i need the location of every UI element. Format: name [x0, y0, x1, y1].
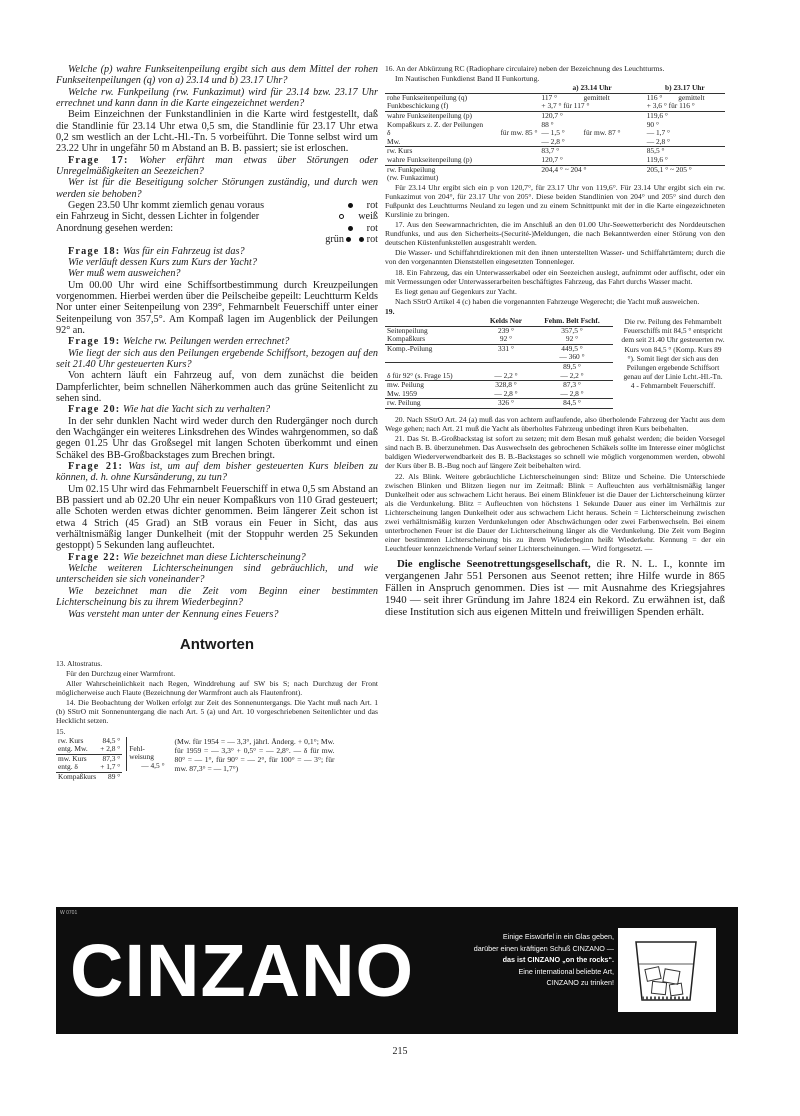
table-cell: Fehm. Belt Fschf. [544, 316, 600, 326]
table-cell [385, 165, 539, 183]
answer-15-number: 15. [56, 726, 66, 736]
glass-with-ice-icon [626, 934, 706, 1006]
answer-22: 22. Als Blink. Weitere gebräuchliche Lichterscheinungen sind: Blitze und Scheine. Die Unterschiede zwischen Blinken und Blitzen liegen nur im Zeitmaß: Blink = Aufleuchten aus verhältnismäßig langer Dunkelheit oder aus schwachem Licht heraus. Bei einem Blinkfeuer ist die Dauer der Lichterscheinung kürzer als die Verdunkelung. Blitz = Aufleuchten von höchstens 1 Sekunde Dauer aus einer im Verhältnis zur Lichterscheinung langen Dunkelheit oder aus schwachem Licht heraus. Schein = Lichterscheinung zwischen zwei verhältnismäßig kurzen Verdunkelungen oder Abschwächungen oder zwei Farbenwechseln. Bei einem unterbrochenen Feuer ist die Dauer der Lichterscheinung länger als die Verdunkelung. Die Zeit vom Beginn einer bestimmten Lichterscheinung bis zu ihrem Wiederbeginn heißt Wiederkehr. Kennung = der ein Leuchtfeuer kennzeichnende Verlauf seiner Lichterscheinungen. — Wird fortgesetzt. — [385, 471, 725, 554]
light-label-low: rot [366, 222, 378, 234]
answer-21: 21. Das St. B.-Großbackstag ist sofort zu setzen; mit dem Besan muß gehalst werden; die beiden Vorsegel sind nach B. B. überzunehmen. Das Auswechseln des gebrochenen Schäkels sollte im Interesse einer möglichst baldigen Wiederverwendbarkeit des B. B.-Backstages so schnell wie möglich vorgenommen werden, obwohl der Kurs über B. B.-Bug noch auf längere Zeit beibehalten wird. [385, 434, 725, 471]
table-row [385, 156, 725, 165]
table-cell: Kompaßkurs [385, 335, 481, 344]
table-cell: Kompaßkurs [58, 771, 97, 781]
table-cell [481, 353, 531, 362]
red-light-icon [359, 237, 364, 242]
table-cell: 328,8 ° [495, 380, 517, 390]
answer-15-note: (Mw. für 1954 = — 3,3°, jährl. Änderg. + 0,1°; Mw. für 1959 = — 3,3° + 0,5° = — 2,8°. — δ für mw. 80° = — 1°, für 90° = — 2°, für 100° = — 3°; für mw. 87,3° = — 1,7°) [174, 736, 335, 773]
frage-22 [56, 552, 378, 563]
lights-figure-row-2 [284, 211, 378, 222]
table-cell: 331 ° [498, 343, 514, 353]
ad-line-1: Einige Eiswürfel in ein Glas geben, [502, 932, 614, 941]
paragraph-5: In der sehr dunklen Nacht wird weder durch den Rudergänger noch durch den Wachgänger ein weiteres Linksdrehen des Windes wahrgenommen, so daß gegen 01.25 Uhr das Großsegel mit langen Schoten überkommt und einen Schäkel des BB-Großbackstages zum Brechen bringt. [56, 415, 378, 461]
paragraph-6: Um 02.15 Uhr wird das Fehmarnbelt Feuerschiff in etwa 0,5 sm Abstand an BB passiert und ab 02.20 Uhr ein neuer Kompaßkurs von 110 Grad gesteuert; alle Schoten werden etwas dichter genommen. Beim längerer Zeit schon ist etwa 4 Strich (45 Grad) an StB voraus ein Feuer in Sicht, das aus verhältnismäßig langer Dunkelheit (mit der Stoppuhr werden 25 Sekunden gestoppt) 5 Sekunden lang aufleuchtet. [56, 483, 378, 552]
table-cell: Mw. [385, 138, 539, 147]
table-cell: 84,5 ° [531, 399, 613, 409]
light-label-green: grün [325, 234, 344, 246]
table-cell: entg. Mw. [56, 745, 98, 754]
frage-20-label: Frage 20: [68, 404, 121, 416]
lights-figure-row-3 [293, 223, 378, 234]
table-cell: + 3,7 ° für 117 ° [539, 102, 644, 111]
table-cell: 119,6 ° [646, 110, 668, 120]
answer-18-c: Nach SStrO Artikel 4 (c) haben die vorgenannten Fahrzeuge Wegerecht; die Yacht muß ausweichen. [395, 296, 700, 306]
table-cell [385, 129, 539, 138]
table-cell: wahre Funkseitenpeilung (p) [387, 110, 472, 120]
table-row [385, 335, 613, 344]
paragraph-1: Beim Einzeichnen der Funkstandlinien in die Karte wird festgestellt, daß die Standlinie für 23.14 Uhr etwa 0,5 sm, die Standlinie für 23.17 Uhr etwa 0,2 sm westlich an der Lcht.-Hl.-Tn. 5 vorbeiführt. Die Tonne selbst wird um 23.22 Uhr in ungefähr 50 m Abstand an B. B. passiert; sie ist erloschen. [56, 109, 378, 155]
answer-18-b: Es liegt genau auf Gegenkurs zur Yacht. [395, 286, 517, 296]
rnli-text: die R. N. L. I., konnte im vergangenen Jahr 551 Personen aus Seenot retten; ihre Hilfe wurde in 865 Fällen in Anspruch genommen. Dies ist — mit Ausnahme des Kriegsjahres 1940 — seit ihrer Gründung im Jahre 1824 ein Rekord. Zu erwähnen ist, daß diese Institution sich aus eigenen Mitteln und freiwilligen Spenden erhält. [385, 558, 725, 618]
table-cell: rw. Peilung [385, 399, 481, 409]
frage-21-text: Was ist, um auf dem bisher gesteuerten Kurs bleiben zu können, d. h. ohne Kursänderung, zu tun? [56, 461, 378, 484]
ad-line-3: das ist CINZANO „on the rocks“. [502, 955, 614, 964]
answer-19-left [385, 307, 617, 409]
question-b: Welche rw. Funkpeilung (rw. Funkazimut) wird für 23.14 bzw. 23.17 Uhr errechnet und kann dann in die Karte eingezeichnet werden? [56, 86, 378, 110]
page-number: 215 [392, 1046, 408, 1057]
frage-20-text: Wie hat die Yacht sich zu verhalten? [122, 404, 271, 416]
table-cell: 87,3 ° [563, 380, 581, 390]
table-cell: — 360 ° [531, 353, 613, 362]
table-cell: rw. Kurs [387, 146, 413, 156]
table-cell: + 2,8 ° [100, 744, 121, 754]
table-cell: 205,1 ° ~ 205 ° [646, 164, 692, 174]
paragraph-3: Um 00.00 Uhr wird eine Schiffsortbestimmung durch Kreuzpeilungen vorgenommen. Hierbei werden über die Peilscheibe gepeilt: Leuchtturm Kelds Nor unter einer Seitenpeilung von 239°, Fehmarnbelt Feuerschiff unter einer Seitenpeilung von 357,5°. Am Kompaß lagen im Augenblick der Peilungen 92° an. [56, 279, 378, 336]
frage-22-label: Frage 22: [68, 551, 121, 563]
table-cell: gemittelt [582, 93, 645, 102]
frage-22-d: Was versteht man unter der Kennung eines Feuers? [68, 608, 279, 620]
frage-18-label: Frage 18: [68, 245, 121, 257]
cinzano-advertisement [56, 907, 738, 1034]
table-row [385, 84, 725, 93]
frage-19-label: Frage 19: [68, 336, 121, 348]
answer-18: 18. Ein Fahrzeug, das ein Unterwasserkabel oder ein Seezeichen auslegt, aufnimmt oder auffischt, oder ein mit Vermessungen oder Unterwasserarbeiten beschäftigtes Fahrzeug, das Fahrt durchs Wasser macht. [385, 267, 725, 286]
table-cell: Funkbeschickung (f) [385, 102, 539, 111]
table-cell: + 3,6 ° für 116 ° [645, 102, 725, 111]
frage-17-b: Wer ist für die Beseitigung solcher Störungen zuständig, und durch wen werden sie behoben? [56, 177, 378, 200]
table-cell: gemittelt [676, 93, 725, 102]
frage-18 [56, 246, 378, 257]
table-cell: — 2,8 ° [531, 390, 613, 399]
answer-16: 16. An der Abkürzung RC (Radiophare circulaire) neben der Bezeichnung des Leuchtturms. [385, 64, 665, 73]
table-cell: — 2,2 ° [481, 372, 531, 381]
delta-label: δ [387, 128, 391, 138]
table-cell: 92 ° [481, 335, 531, 344]
rnli-heading: Die englische Seenotrettungsgesellschaft, [397, 558, 591, 571]
light-label-mid: weiß [358, 211, 378, 223]
table-cell: 83,7 ° [541, 146, 560, 156]
frage-22-c: Wie bezeichnet man die Zeit vom Beginn einer bestimmten Lichterscheinung bis zu ihrem Wiederbeginn? [56, 585, 378, 609]
frage-17 [56, 155, 378, 178]
table-cell: 119,6 ° [645, 156, 725, 165]
weisung-text: weisung [129, 752, 154, 762]
table-cell: δ für 92° (s. Frage 15) [385, 372, 481, 381]
frage-18-text: Was für ein Fahrzeug ist das? [122, 245, 245, 257]
table-row [56, 772, 122, 781]
lights-line-3: Anordnung gesehen werden: [56, 222, 174, 234]
table-cell: 87,3 ° [102, 753, 121, 763]
table-cell: 449,5 ° [561, 343, 583, 353]
frage-19-text: Welche rw. Peilungen werden errechnet? [122, 336, 290, 348]
answer-19-side: Die rw. Peilung des Fehmarnbelt Feuerschiffs mit 84,5 ° entspricht dem seit 21.40 Uhr gesteuerten rw. Kurs von 84,5 ° (Komp. Kurs 89 °). Somit liegt der sich aus den Peilungen ergebende Schiffsort genau auf der Linie Lcht.-Hl.-Tn. 4 - Fehmarnbelt Feuerschiff. [621, 316, 725, 391]
answer-13: 13. Altostratus. [56, 658, 103, 668]
frage-17-label: Frage 17: [68, 154, 129, 166]
rnli-paragraph [385, 559, 725, 619]
frage-18-b: Wie verläuft dessen Kurs zum Kurs der Yacht? [68, 256, 257, 268]
question-a: Welche (p) wahre Funkseitenpeilung ergibt sich aus dem Mittel der rohen Funkseitenpeilungen (q) von a) 23.14 und b) 23.17 Uhr? [56, 64, 378, 87]
table-cell: 116 ° [645, 93, 677, 102]
table-cell: — 1,5 ° [541, 128, 565, 138]
ad-code: W 0701 [60, 910, 78, 916]
light-label-top: rot [366, 200, 378, 212]
answer-19-block [385, 307, 725, 409]
table-cell: entg. δ [56, 763, 98, 772]
frage-22-text: Wie bezeichnet man diese Lichterscheinung? [122, 551, 306, 563]
frage-20 [56, 404, 378, 415]
answer-20: 20. Nach SStrO Art. 24 (a) muß das von achtern auflaufende, also überholende Fahrzeug der Yacht aus dem Wege gehen; nach Art. 21 muß die Yacht als überholtes Fahrzeug unbedingt ihren Kurs beibehalten. [385, 414, 725, 434]
table-row [56, 745, 122, 754]
red-light-icon [348, 226, 353, 231]
table-cell: 326 ° [481, 399, 531, 409]
lights-figure-row-1 [293, 200, 378, 211]
answer-16-c: Für 23.14 Uhr ergibt sich ein p von 120,7°, für 23.17 Uhr von 119,6°. Für 23.14 Uhr ergibt sich ein rw. Funkazimut von 204°, für 23.17 Uhr von 205°. Diese beiden Standlinien von 204° und 205° sind durch den Fußpunkt des Leuchtturms Neuland zu legen und zu einem Schnittpunkt mit der in die Karte eingezeichneten Kurslinie zu bringen. [385, 182, 725, 219]
table-cell: 92 ° [531, 335, 613, 344]
table-cell: — 1,7 ° [646, 128, 671, 138]
table-cell: für mw. 87 ° [583, 128, 621, 138]
left-column [56, 64, 378, 782]
table-cell: a) 23.14 Uhr [572, 83, 612, 93]
frage-19-b: Wie liegt der sich aus den Peilungen ergebende Schiffsort, bezogen auf den seit 21.40 Uhr gesteuerten Kurs? [56, 347, 378, 370]
table-cell: 85,5 ° [646, 146, 665, 156]
green-light-icon [346, 237, 351, 242]
answer-19-number: 19. [385, 306, 395, 316]
table-cell: 84,5 ° [102, 735, 121, 745]
lights-line-1: Gegen 23.50 Uhr kommt ziemlich genau voraus [68, 200, 265, 212]
table-cell: — 2,8 ° [539, 138, 644, 147]
table-cell: 120,7 ° [539, 156, 644, 165]
funkazimut-label: (rw. Funkazimut) [387, 173, 439, 183]
table-cell: 117 ° [539, 93, 581, 102]
answer-17: 17. Aus den Seewarnnachrichten, die im Anschluß an den 01.00 Uhr-Seewetterbericht des Norddeutschen Rundfunks, und aus den Sicherheits-(Securité-)Meldungen, die nach Bekanntwerden einer Störung von den deutschen Küstenfunkstellen ausgestrahlt werden. [385, 220, 725, 248]
answer-17-b: Die Wasser- und Schiffahrtdirektionen mit den ihnen unterstellten Wasser- und Schiffahrtämtern; durch die von den vorgenannten Dienststellen eingesetzten Tonnenleger. [385, 248, 725, 267]
light-label-red: rot [366, 234, 378, 246]
answer-16-b: Im Nautischen Funkdienst Band II Funkortung. [395, 74, 540, 84]
lights-line-2: ein Fahrzeug in Sicht, dessen Lichter in folgender [56, 211, 260, 223]
frage-21 [56, 461, 378, 484]
table-cell: + 1,7 ° [100, 762, 121, 772]
white-light-icon [339, 214, 344, 219]
answer-14: 14. Die Beobachtung der Wolken erfolgt zur Zeit des Sonnenuntergangs. Die Yacht muß nach Art. 1 (b) SStrO mit Sonnenuntergang die nach Art. 5 (a) und Art. 10 vorgeschriebenen Seitenlichter und das Hecklicht setzen. [56, 698, 378, 726]
table-cell: Kompaßkurs z. Z. der Peilungen [387, 119, 484, 129]
answer-19-table [385, 317, 613, 409]
fehl-text: Fehl- [129, 743, 145, 753]
table-cell: 239 ° [481, 326, 531, 335]
table-cell: 357,5 ° [531, 326, 613, 335]
table-cell [385, 317, 481, 326]
table-cell: 204,4 ° ~ 204 ° [541, 164, 587, 174]
table-cell: — 2,8 ° [481, 390, 531, 399]
table-cell [385, 84, 539, 93]
frage-19 [56, 336, 378, 347]
lights-figure-row-4 [325, 234, 378, 245]
table-row [385, 165, 725, 183]
table-cell: mw. Kurs [58, 753, 87, 763]
red-light-icon [348, 203, 353, 208]
answer-16-table [385, 84, 725, 183]
table-cell: Seitenpeilung [385, 326, 481, 335]
answer-15-block [56, 737, 378, 782]
answer-15-table [56, 737, 122, 782]
table-cell: — 2,8 ° [645, 138, 725, 147]
frage-22-b: Welche weiteren Lichterscheinungen sind gebräuchlich, und wie unterscheiden sie sich voneinander? [56, 563, 378, 586]
ad-copy [468, 931, 614, 989]
lights-paragraph [56, 200, 378, 245]
ad-line-2: darüber einen kräftigen Schuß CINZANO — [473, 943, 614, 953]
table-cell: 89,5 ° [563, 362, 581, 371]
ad-line-5: CINZANO zu trinken! [546, 978, 614, 987]
table-cell: mw. Peilung [387, 380, 424, 390]
frage-21-label: Frage 21: [68, 461, 124, 473]
table-row [385, 317, 613, 326]
frage-17-text: Woher erfährt man etwas über Störungen oder Unregelmäßigkeiten an Seezeichen? [56, 154, 379, 178]
glass-illustration-box [618, 928, 716, 1012]
table-cell: rw. Kurs [58, 735, 84, 745]
frage-18-c: Wer muß wem ausweichen? [68, 268, 181, 280]
table-cell: Mw. 1959 [385, 390, 481, 399]
table-cell: 120,7 ° [541, 110, 563, 120]
table-cell: 88 ° [541, 119, 554, 129]
table-cell: wahre Funkseitenpeilung (p) [385, 156, 539, 165]
table-cell: rohe Funkseitenpeilung (q) [385, 93, 539, 102]
answer-13-c: Aller Wahrscheinlichkeit nach Regen, Winddrehung auf SW bis S; nach Durchzug der Front möglicherweise auch Flaute (Bezeichnung der Warmfront auch als Flautenfront). [56, 679, 378, 698]
right-column [385, 64, 725, 619]
ad-line-4: Eine international beliebte Art, [518, 966, 614, 976]
cinzano-logo: CINZANO [70, 929, 415, 1012]
table-cell [385, 353, 481, 362]
fehlweisung-label [126, 737, 168, 771]
table-cell: Komp.-Peilung [387, 343, 433, 353]
table-cell: Kelds Nor [489, 316, 523, 326]
funkpeilung-label: rw. Funkpeilung [387, 164, 436, 174]
answer-13-b: Für den Durchzug einer Warmfront. [66, 668, 176, 678]
table-cell: 89 ° [108, 771, 121, 781]
table-row [385, 399, 613, 409]
answers-heading: Antworten [179, 635, 255, 653]
table-cell: — 2,2 ° [531, 372, 613, 381]
table-cell: 90 ° [646, 119, 659, 129]
paragraph-4: Von achtern läuft ein Fahrzeug auf, von dem zunächst die beiden Dampferlichter, beim schnellen Näherkommen auch das grüne Seitenlicht zu sehen sind. [56, 370, 378, 404]
delta-note-a: für mw. 85 ° [500, 128, 538, 138]
table-cell: b) 23.17 Uhr [665, 83, 705, 93]
fehlweisung-value: — 4,5 ° [141, 760, 165, 770]
